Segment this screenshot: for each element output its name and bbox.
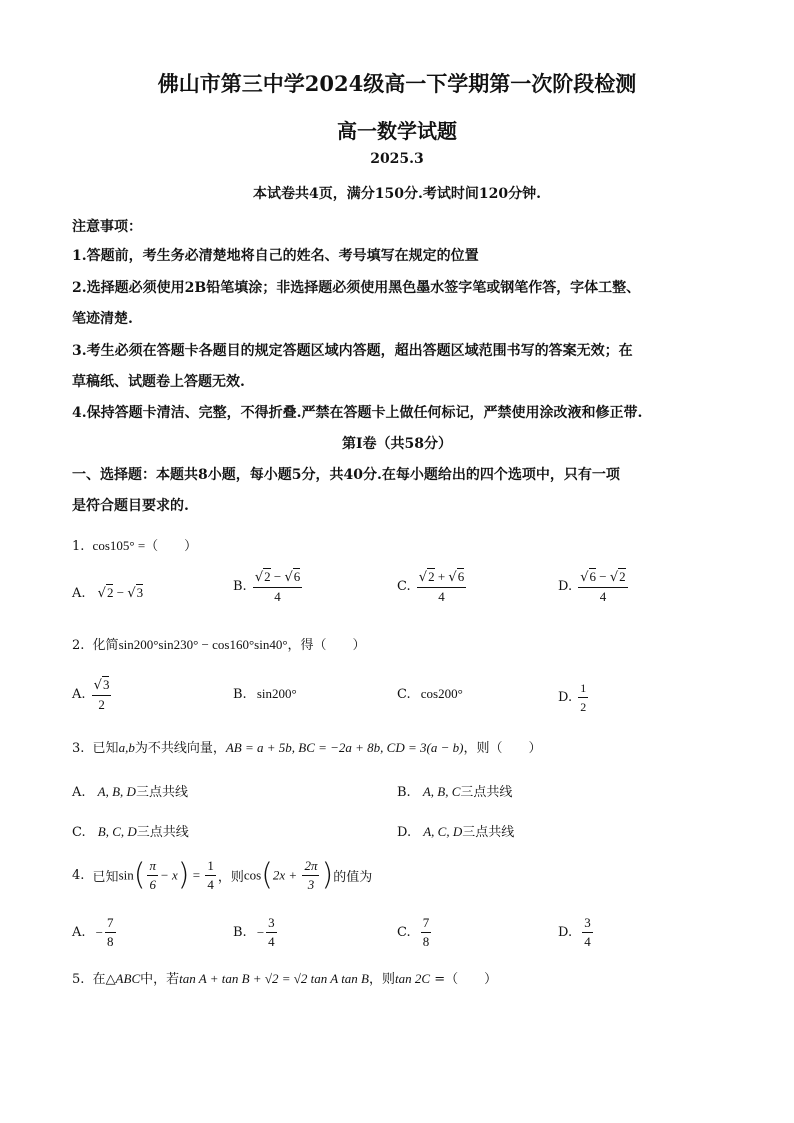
- question-5: 5. 在△ABC中，若tan A + tan B + √2 = √2 tan A tan B，则tan 2C =（ ）: [72, 971, 498, 987]
- note-1: 1.答题前，考生务必清楚地将自己的姓名、考号填写在规定的位置: [72, 248, 479, 264]
- subject-title: 高一数学试题: [337, 119, 457, 143]
- note-4: 4.保持答题卡清洁、完整，不得折叠.严禁在答题卡上做任何标记，严禁使用涂改液和修正带.: [72, 405, 643, 421]
- q2-option-a[interactable]: A. $\frac{√3}{2}$: [72, 677, 110, 712]
- part-title: 第I卷（共58分）: [341, 436, 453, 452]
- exam-date: 2025.3: [370, 151, 424, 167]
- note-2-cont: 笔迹清楚.: [72, 311, 133, 327]
- question-stem: cos105° =（ ）: [92, 538, 198, 553]
- q4-option-a[interactable]: A. − $\frac{7}{8}$: [72, 915, 114, 949]
- section-heading: 一、选择题：本题共8小题，每小题5分，共40分.在每小题给出的四个选项中，只有一项: [72, 467, 620, 483]
- q1-option-d[interactable]: D. $\frac{√6 - √2}{4}$: [558, 569, 626, 604]
- q1-option-c[interactable]: C. $\frac{√2 + √6}{4}$: [397, 569, 465, 604]
- exam-title: 佛山市第三中学2024级高一下学期第一次阶段检测: [157, 71, 637, 96]
- q4-option-c[interactable]: C. $\frac{7}{8}$: [397, 915, 430, 949]
- exam-info: 本试卷共4页，满分150分.考试时间120分钟.: [253, 186, 541, 202]
- note-3-cont: 草稿纸、试题卷上答题无效.: [72, 374, 245, 390]
- question-number: 1.: [72, 539, 85, 554]
- question-2: 2. 化简sin200°sin230° − cos160°sin40°，得（ ）: [72, 637, 366, 653]
- question-3: 3. 已知a,b为不共线向量，AB = a + 5b, BC = −2a + 8b, CD = 3(a − b)，则（ ）: [72, 740, 542, 756]
- q3-option-a[interactable]: A. A, B, D三点共线: [72, 784, 188, 800]
- q2-option-c[interactable]: C. cos200°: [397, 686, 463, 702]
- q3-option-b[interactable]: B. A, B, C三点共线: [397, 784, 513, 800]
- notes-heading: 注意事项：: [72, 219, 142, 235]
- q1-option-a[interactable]: A. √2 − √3: [72, 585, 144, 601]
- section-heading-cont: 是符合题目要求的.: [72, 498, 189, 514]
- q2-option-d[interactable]: D. $\frac{1}{2}$: [558, 681, 587, 714]
- q3-option-d[interactable]: D. A, C, D三点共线: [397, 824, 515, 840]
- question-1: [72, 535, 197, 554]
- question-4: 4. 已知sin( $\frac{\pi}{6}$ − x) = $\frac{1}{4}$ ，则cos(2x + $\frac{2\pi}{3}$ )的值为: [72, 857, 373, 893]
- q2-option-b[interactable]: B. sin200°: [233, 686, 297, 702]
- q3-option-c[interactable]: C. B, C, D三点共线: [72, 824, 189, 840]
- q4-option-b[interactable]: B. − $\frac{3}{4}$: [233, 915, 275, 949]
- q1-option-b[interactable]: B. $\frac{√2 - √6}{4}$: [233, 569, 301, 604]
- note-2: 2.选择题必须使用2B铅笔填涂；非选择题必须使用黑色墨水签字笔或钢笔作答，字体工整、: [72, 280, 641, 296]
- q4-option-d[interactable]: D. $\frac{3}{4}$: [558, 915, 591, 949]
- note-3: 3.考生必须在答题卡各题目的规定答题区域内答题，超出答题区域范围书写的答案无效；在: [72, 343, 633, 359]
